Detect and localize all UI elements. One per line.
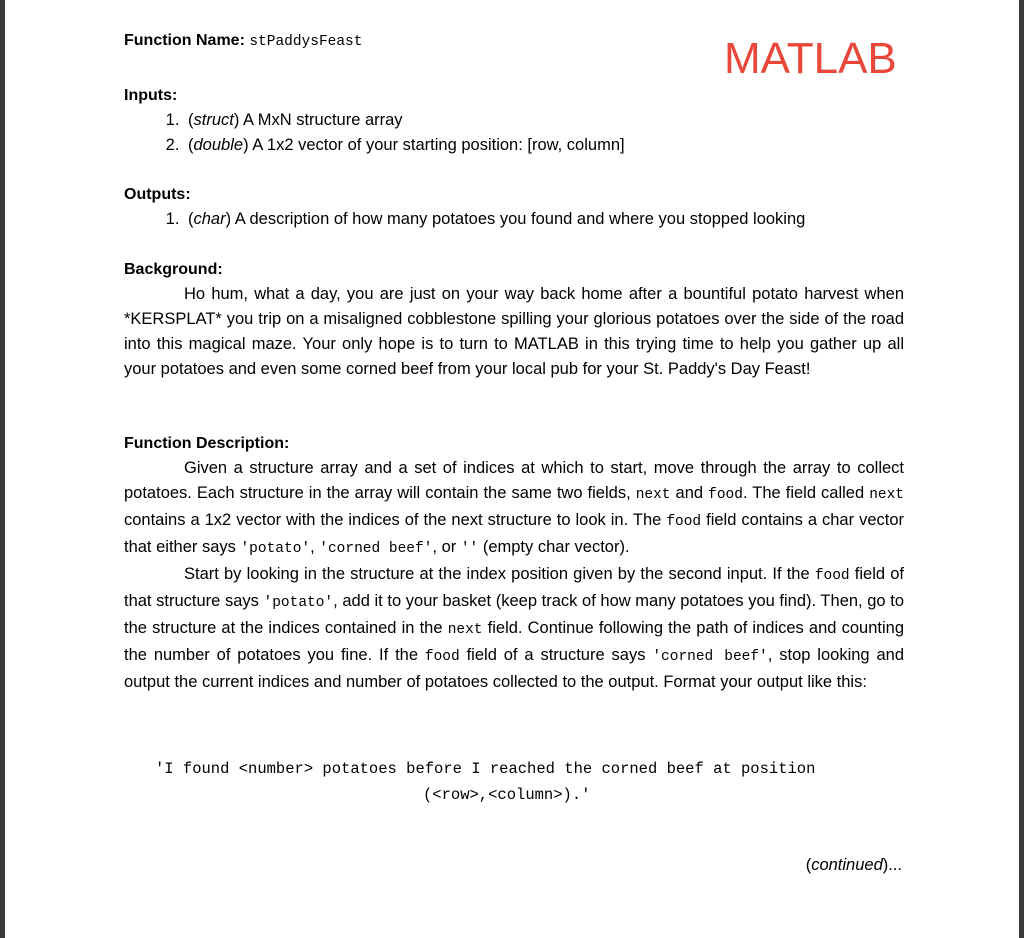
inline-code: food (708, 487, 743, 503)
list-item: 1. (char) A description of how many potatoes you found and where you stopped looking (184, 207, 904, 232)
text-run: contains a 1x2 vector with the indices of the next structure to look in. The (124, 511, 667, 529)
inline-code: '' (460, 541, 479, 557)
text-run: (empty char vector). (478, 538, 630, 556)
paren-open: ( (805, 856, 812, 874)
inline-code: food (814, 568, 850, 584)
inputs-heading: Inputs: (124, 87, 178, 104)
text-run: field of a structure says (459, 646, 653, 664)
text-run: field. Continue following the path of indices and counting the number of potatoes you fine. If the (124, 619, 904, 664)
type-label: char (193, 210, 226, 228)
inline-code: food (666, 514, 702, 530)
outputs-list (124, 207, 904, 232)
function-name-line (124, 32, 904, 50)
outputs-section (124, 182, 904, 232)
list-item: 2. (double) A 1x2 vector of your starting position: [row, column] (184, 133, 904, 158)
text-run: field of that structure says (124, 565, 904, 610)
item-text: A MxN structure array (239, 111, 403, 129)
continued-note (806, 856, 902, 875)
paren-close: )... (882, 856, 902, 874)
inline-code: 'potato' (263, 595, 334, 611)
inline-code: food (424, 649, 460, 665)
background-section (124, 257, 904, 382)
inputs-section (124, 83, 904, 158)
item-text: A description of how many potatoes you found and where you stopped looking (231, 210, 806, 228)
text-run: Start by looking in the structure at the index position given by the second input. If the (184, 565, 815, 583)
description-heading: Function Description: (124, 435, 290, 452)
text-run: , stop looking and output the current indices and number of potatoes collected to the output. Format your output like this: (124, 646, 905, 691)
type-label: struct (193, 111, 234, 129)
type-label: double (193, 136, 244, 154)
list-item: 1. (struct) A MxN structure array (184, 108, 904, 133)
background-paragraph: Ho hum, what a day, you are just on your way back home after a bountiful potato harvest when *KERSPLAT* you trip on a misaligned cobblestone spilling your glorious potatoes over the side of the road into this magical maze. Your only hope is to turn to MATLAB in this trying time to help you gather up all your potatoes and even some corned beef from your local pub for your St. Paddy's Day Feast! (124, 285, 904, 378)
inputs-list (124, 108, 904, 158)
inline-code: next (635, 487, 671, 503)
inline-code: 'corned beef' (319, 541, 433, 557)
text-run: field contains a char vector that either says (124, 511, 905, 556)
outputs-heading: Outputs: (124, 186, 191, 203)
output-format-line-1: 'I found <number> potatoes before I reached the corned beef at position (155, 760, 816, 778)
inline-code: 'potato' (240, 541, 311, 557)
background-heading: Background: (124, 261, 223, 278)
left-border (0, 0, 5, 938)
text-run: , (310, 538, 320, 556)
inline-code: next (869, 487, 905, 503)
text-run: , or (432, 538, 461, 556)
description-paragraph-1 (124, 456, 904, 562)
item-text: A 1x2 vector of your starting position: [row, column] (248, 136, 625, 154)
function-name: stPaddysFeast (249, 34, 363, 50)
output-format-line-2: (<row>,<column>).' (423, 786, 591, 804)
description-paragraph-2 (124, 562, 904, 695)
inline-code: 'corned beef' (652, 649, 768, 665)
text-run: . The field called (742, 484, 870, 502)
description-section (124, 431, 904, 695)
text-run: and (670, 484, 709, 502)
right-border (1019, 0, 1024, 938)
function-name-label: Function Name: (124, 32, 245, 49)
matlab-logo-text: MATLAB (724, 34, 897, 83)
text-run: Given a structure array and a set of indices at which to start, move through the array to collect potatoes. Each structure in the array will contain the same two fields, (124, 459, 904, 502)
inline-code: next (447, 622, 483, 638)
text-run: , add it to your basket (keep track of how many potatoes you find). Then, go to the structure at the indices contained in the (124, 592, 904, 637)
continued-word: continued (811, 856, 883, 874)
